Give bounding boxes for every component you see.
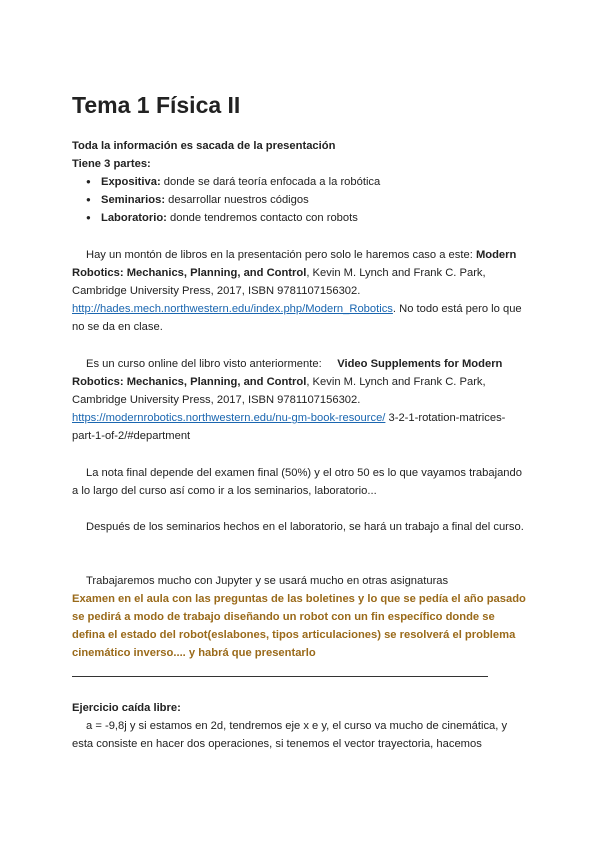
part-label: Laboratorio: (101, 212, 167, 224)
book-citation: , Kevin M. Lynch and Frank C. Park, Cambridge University Press, 2017, ISBN 9781107156302. (72, 376, 486, 406)
part-text: donde tendremos contacto con robots (166, 212, 358, 224)
paragraph-grading (72, 464, 528, 500)
paragraph-books (72, 246, 528, 336)
paragraph-tail: 3-2-1-rotation-matrices-part-1-of-2/#department (72, 412, 506, 442)
book-title: Modern Robotics: Mechanics, Planning, and Control (72, 358, 503, 388)
intro-line-2: Tiene 3 partes: (72, 158, 151, 170)
exercise-text: a = -9,8j y si estamos en 2d, tendremos eje x e y, el curso va mucho de cinemática, y esta consiste en hacer dos operaciones, si tenemos el vector trayectoria, hacemos (72, 720, 508, 750)
list-item (72, 191, 528, 209)
book-citation: , Kevin M. Lynch and Frank C. Park, Cambridge University Press, 2017, ISBN 9781107156302. (72, 267, 486, 297)
video-title: Video Supplements for (337, 358, 459, 370)
intro (72, 137, 528, 173)
paragraph-online-course (72, 355, 528, 445)
page-title: Tema 1 Física II (72, 92, 241, 118)
paragraph-tail: . No todo está pero lo que no se da en clase. (72, 303, 522, 333)
intro-line-1: Toda la información es sacada de la presentación (72, 140, 336, 152)
part-label: Seminarios: (101, 194, 166, 206)
part-text: donde se dará teoría enfocada a la robótica (160, 176, 381, 188)
list-item (72, 173, 528, 191)
exercise-body (72, 717, 528, 753)
paragraph-text: Después de los seminarios hechos en el laboratorio, se hará un trabajo a final del curso. (86, 521, 524, 533)
paragraph-jupyter (72, 572, 528, 662)
paragraph-lead: Trabajaremos mucho con Jupyter y se usará mucho en otras asignaturas (86, 575, 449, 587)
part-label: Expositiva: (101, 176, 161, 188)
paragraph-text: La nota final depende del examen final (50%) y el otro 50 es lo que vayamos trabajando a lo largo del curso así como ir a los seminarios, laboratorio... (72, 467, 522, 497)
book-link[interactable]: http://hades.mech.northwestern.edu/index.php/Modern_Robotics (72, 303, 393, 315)
paragraph-lead: Hay un montón de libros en la presentación pero solo le haremos caso a este: (86, 249, 473, 261)
book-title: Modern Robotics: Mechanics, Planning, and Control (72, 249, 517, 279)
exercise-heading: Ejercicio caída libre: (72, 702, 181, 714)
list-item (72, 209, 528, 227)
exercise-section (72, 699, 528, 753)
exam-highlight: Examen en el aula con las preguntas de las boletines y lo que se pedía el año pasado se pedirá a modo de trabajo diseñando un robot con un fin específico donde se defina el estado del robot(eslabones, tipos articulaciones) se resolverá el problema cinemático inverso.... y habrá que presentarlo (72, 593, 526, 659)
course-link[interactable]: https://modernrobotics.northwestern.edu/nu-gm-book-resource/ (72, 412, 386, 424)
parts-list (72, 173, 528, 227)
horizontal-divider (72, 676, 488, 677)
part-text: desarrollar nuestros códigos (165, 194, 309, 206)
paragraph-final-project (72, 518, 528, 536)
paragraph-lead: Es un curso online del libro visto anteriormente: (86, 358, 322, 370)
